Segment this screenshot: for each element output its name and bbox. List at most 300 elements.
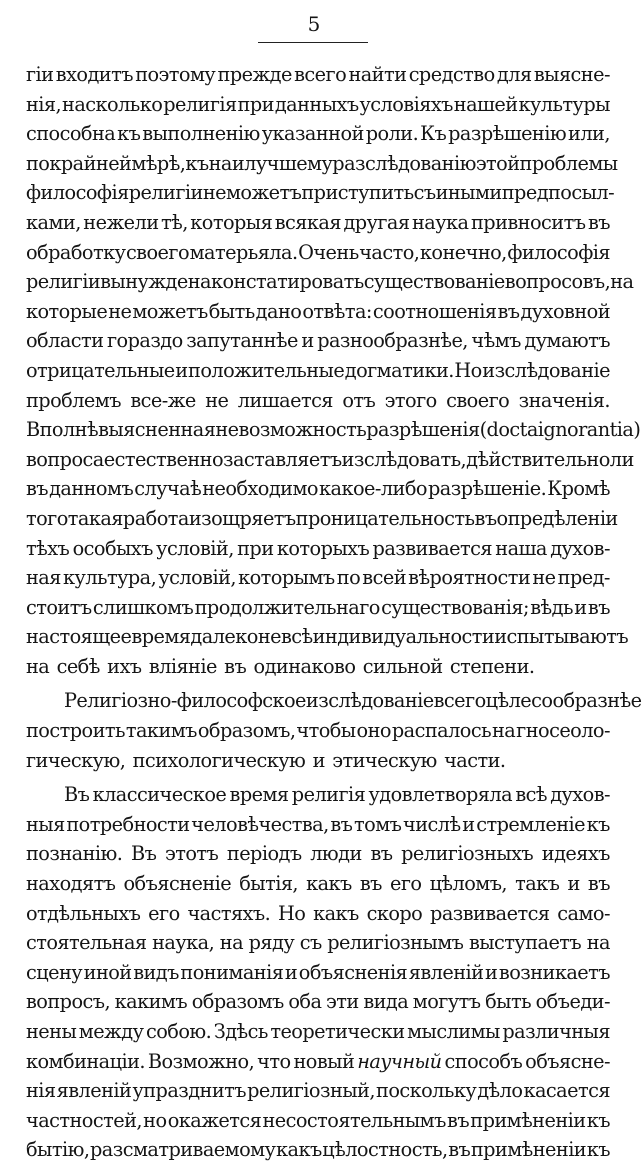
word: выясненная	[98, 418, 216, 442]
word: религіознымъ	[327, 931, 464, 955]
word: вѣдь	[530, 595, 573, 619]
word: объясненія	[298, 960, 408, 984]
word: развивается	[372, 536, 492, 560]
word: всѣ	[280, 625, 313, 649]
word: познанію.	[26, 842, 123, 866]
word: особыхъ	[72, 536, 153, 560]
word: вынуждена	[100, 270, 211, 294]
text-line	[26, 1106, 610, 1136]
word: заставляетъ	[223, 447, 342, 471]
word: числѣ	[403, 812, 461, 836]
word: разслѣдованію	[332, 151, 476, 175]
word: или,	[568, 122, 610, 146]
word: различныя	[502, 1020, 610, 1043]
word: съ	[299, 931, 322, 955]
word: въ	[587, 210, 610, 234]
word: бытія,	[239, 872, 299, 896]
word: частяхъ.	[187, 901, 271, 925]
text-line	[26, 622, 629, 652]
word: цѣлесообразнѣе	[485, 689, 642, 713]
word: съ	[413, 181, 436, 205]
text-line	[26, 149, 618, 179]
word: случаѣ	[134, 477, 202, 501]
word: пред-	[557, 566, 610, 590]
word: этотъ	[164, 842, 219, 866]
text-line	[26, 386, 610, 416]
word: степени.	[449, 654, 535, 678]
word: думаютъ	[524, 329, 610, 353]
word: не	[108, 299, 132, 323]
word: между	[78, 1020, 144, 1043]
word: быть	[485, 990, 532, 1014]
word: Въ	[130, 842, 157, 866]
word: культура,	[63, 566, 157, 590]
word: условій,	[158, 566, 236, 590]
text-line	[26, 504, 618, 534]
text-line	[26, 593, 610, 623]
word: вліяніе	[148, 654, 217, 678]
word: въ	[587, 872, 610, 896]
word: ками,	[26, 210, 81, 234]
word: на	[491, 719, 516, 743]
text-line	[26, 1135, 610, 1165]
word: чѣмъ	[471, 329, 521, 353]
word: данныхъ	[274, 92, 359, 116]
word: мѣрѣ,	[131, 151, 186, 175]
word: нашей	[453, 92, 518, 116]
word: испытываютъ	[494, 625, 629, 649]
word: духовной	[520, 299, 610, 323]
word: области	[26, 329, 104, 353]
word: видъ	[133, 960, 179, 984]
word: въ	[497, 299, 520, 323]
word: найти	[348, 63, 407, 86]
text-line	[26, 238, 610, 268]
word: предпосыл-	[501, 181, 615, 205]
word: не	[532, 566, 556, 590]
word: этой	[475, 151, 520, 175]
word: его	[148, 901, 180, 925]
word: крайней	[49, 151, 132, 175]
word: могутъ	[412, 990, 481, 1014]
word: изслѣдованіе	[305, 689, 434, 713]
word: окажется	[167, 1108, 262, 1132]
word: философія	[507, 240, 610, 264]
word: поскольку	[376, 1079, 477, 1103]
word: отвѣта:	[302, 299, 372, 323]
word: соотношенія	[372, 299, 497, 323]
word: проблемъ	[26, 388, 121, 412]
text-line	[26, 326, 610, 356]
text-line	[26, 1017, 610, 1047]
word: такая	[67, 506, 123, 530]
word: при	[237, 92, 274, 116]
word: удовлетворяла	[368, 783, 513, 807]
word: касается	[523, 1079, 610, 1103]
word: къ	[586, 1108, 610, 1132]
word: на	[610, 270, 634, 294]
word: Къ	[420, 122, 447, 146]
word: томъ	[354, 812, 402, 836]
word: стоитъ	[26, 595, 92, 619]
word: Очень	[298, 240, 359, 264]
word: классическое	[92, 783, 227, 807]
word: выясне-	[533, 63, 610, 86]
word: въ	[26, 477, 49, 501]
word: несостоятельнымъ	[262, 1108, 446, 1132]
word: стремленіе	[476, 812, 586, 836]
text-line	[26, 119, 610, 149]
word: человѣчества,	[191, 812, 329, 836]
text-line	[26, 267, 634, 297]
text-line	[26, 90, 610, 120]
text-line	[26, 869, 610, 899]
word: ныя	[26, 812, 65, 836]
word: одинаково	[253, 654, 356, 678]
page-number: 5	[307, 12, 321, 36]
text-line	[26, 415, 641, 445]
word: этого	[384, 388, 437, 412]
word: частностей,	[26, 1108, 142, 1132]
word: время	[131, 625, 191, 649]
word: Здѣсь	[213, 1020, 268, 1043]
word: ная	[26, 566, 61, 590]
word: для	[496, 63, 532, 86]
word: часто,	[359, 240, 420, 264]
word: иными	[435, 181, 502, 205]
word: въ	[370, 842, 393, 866]
word: данномъ	[49, 477, 134, 501]
text-line	[26, 958, 610, 988]
word: и	[175, 358, 188, 382]
word: вопроса	[26, 447, 104, 471]
word: распалось	[391, 719, 492, 743]
word: отдѣльныхъ	[26, 901, 141, 925]
text-line	[26, 178, 615, 208]
text-line	[26, 810, 610, 840]
word: которыя	[190, 210, 273, 234]
word: и	[485, 960, 498, 984]
word: къ	[185, 151, 209, 175]
text-line	[26, 534, 610, 564]
word: другая	[343, 210, 410, 234]
word: какъ	[313, 901, 359, 925]
word: существованіе	[363, 270, 505, 294]
word: и	[284, 960, 298, 984]
word: части.	[444, 748, 506, 772]
word: Возможно,	[147, 1049, 255, 1073]
word: выполненію	[142, 122, 260, 146]
word: на	[586, 931, 610, 955]
word: на	[26, 654, 50, 678]
word: Но	[454, 358, 482, 382]
word: по	[26, 151, 50, 175]
word: приступить	[301, 181, 414, 205]
word: теоретически	[270, 1020, 405, 1043]
word: не	[205, 388, 229, 412]
word: сцену	[26, 960, 83, 984]
word: и	[567, 872, 580, 896]
word: которые	[26, 299, 108, 323]
word: научный	[357, 1049, 442, 1073]
word: ряду	[248, 931, 295, 955]
word: роли.	[365, 122, 419, 146]
word: и	[301, 329, 314, 353]
word: необходимо	[202, 477, 318, 501]
word: примѣненіи	[470, 1108, 586, 1132]
word: пониманія	[180, 960, 284, 984]
word: гораздо	[106, 329, 183, 353]
word: условіяхъ	[359, 92, 453, 116]
word: въ	[359, 872, 382, 896]
word: слишкомъ	[92, 595, 194, 619]
word: отъ	[342, 388, 376, 412]
word: оба	[288, 990, 322, 1014]
word: которыхъ	[276, 536, 370, 560]
word: оно	[356, 719, 391, 743]
word: и	[462, 812, 475, 836]
word: явленій	[408, 960, 484, 984]
word: такимъ	[125, 719, 197, 743]
word: своего	[125, 240, 190, 264]
word: по	[336, 566, 361, 590]
word: опредѣленіи	[496, 506, 618, 530]
text-line	[26, 1047, 610, 1077]
word: періодъ	[226, 842, 302, 866]
word: тѣхъ	[26, 536, 70, 560]
word: невозможность	[215, 418, 367, 442]
word: не	[202, 181, 226, 205]
word: люди	[310, 842, 362, 866]
word: наилучшему	[208, 151, 333, 175]
word: наука,	[152, 931, 215, 955]
word: всякая	[274, 210, 341, 234]
word: Въ	[64, 783, 90, 807]
word: далеко	[190, 625, 258, 649]
word: объясненіе	[123, 872, 232, 896]
text-line	[26, 928, 610, 958]
word: можетъ	[225, 181, 302, 205]
word: какимъ	[114, 990, 188, 1014]
word: его	[390, 872, 422, 896]
word: какъ	[276, 1138, 322, 1162]
text-line	[26, 780, 610, 810]
word: способна	[26, 122, 116, 146]
word: новый	[293, 1049, 355, 1073]
word: религія	[163, 92, 237, 116]
word: какое-либо	[319, 477, 427, 501]
word: положительные	[188, 358, 345, 382]
word: изощряетъ	[188, 506, 296, 530]
word: ли	[609, 447, 634, 471]
word: гіи	[26, 63, 54, 86]
word: философія	[26, 181, 129, 205]
word: входитъ	[55, 63, 133, 86]
text-line	[26, 899, 610, 929]
word: не	[257, 625, 281, 649]
word: ignorantia)	[537, 418, 641, 442]
word: насколько	[62, 92, 163, 116]
word: вопросовъ,	[504, 270, 611, 294]
word: разрѣшенія	[366, 418, 480, 442]
word: значенія.	[518, 388, 610, 412]
text-line	[26, 652, 610, 682]
word: такъ	[515, 872, 560, 896]
word: изслѣдовать,	[341, 447, 467, 471]
word: продолжительнаго	[194, 595, 380, 619]
word: проблемы	[519, 151, 618, 175]
text-line	[26, 987, 610, 1017]
word: существованія;	[381, 595, 529, 619]
word: отрицательные	[26, 358, 175, 382]
word: само-	[557, 901, 610, 925]
text-line	[26, 356, 610, 386]
word: къ	[586, 1138, 610, 1162]
word: поэтому	[135, 63, 216, 86]
word: время	[229, 783, 289, 807]
word: нежели	[83, 210, 159, 234]
word: скоро	[366, 901, 423, 925]
word: какъ	[306, 872, 352, 896]
word: дано	[255, 299, 302, 323]
word: дѣло	[477, 1079, 523, 1103]
word: религія	[291, 783, 366, 807]
word: религіи	[26, 270, 101, 294]
word: индивидуальности	[312, 625, 495, 649]
word: своего	[446, 388, 510, 412]
word: въ	[447, 1108, 470, 1132]
word: на	[219, 931, 244, 955]
word: всей	[362, 566, 407, 590]
word: къ	[117, 122, 141, 146]
word: чтобы	[296, 719, 356, 743]
word: естественно	[103, 447, 223, 471]
word: при	[237, 536, 274, 560]
word: работа	[122, 506, 189, 530]
word: находятъ	[26, 872, 116, 896]
word: въ	[224, 654, 247, 678]
word: нія	[26, 1079, 56, 1103]
word: что	[257, 1049, 291, 1073]
word: гическую,	[26, 748, 126, 772]
text-line	[26, 208, 610, 238]
word: которымъ	[238, 566, 335, 590]
word: Религіозно-философское	[64, 689, 306, 713]
word: (docta	[479, 418, 538, 442]
word: но	[143, 1108, 167, 1132]
word: примѣненіи	[470, 1138, 587, 1162]
word: наука	[411, 210, 469, 234]
word: разсматриваемому	[90, 1138, 276, 1162]
word: стоятельная	[26, 931, 147, 955]
word: объясне-	[525, 1049, 610, 1073]
word: разнообразнѣе,	[317, 329, 468, 353]
word: изслѣдованіе	[482, 358, 610, 382]
word: того	[26, 506, 68, 530]
word: упразднитъ	[132, 1079, 246, 1103]
word: Кромѣ	[547, 477, 610, 501]
word: духов-	[550, 536, 610, 560]
word: всего	[433, 689, 486, 713]
header-rule	[258, 42, 368, 43]
word: въ	[474, 506, 497, 530]
word: религіозныхъ	[401, 842, 534, 866]
word: привноситъ	[470, 210, 586, 234]
word: объеди-	[535, 990, 610, 1014]
word: констатировать	[210, 270, 364, 294]
word: въ	[448, 1138, 471, 1162]
word: Но	[277, 901, 306, 925]
word: религіозный,	[247, 1079, 375, 1103]
text-line	[26, 474, 610, 504]
word: конечно,	[419, 240, 507, 264]
word: эти	[326, 990, 359, 1014]
word: вида	[363, 990, 409, 1014]
word: лишается	[237, 388, 333, 412]
word: себѣ	[56, 654, 100, 678]
text-line	[26, 716, 610, 746]
word: цѣломъ,	[429, 872, 508, 896]
word: бытію,	[26, 1138, 90, 1162]
word: условій,	[156, 536, 234, 560]
word: построить	[26, 719, 125, 743]
word: быть	[208, 299, 255, 323]
word: сильной	[362, 654, 443, 678]
word: и	[574, 595, 587, 619]
word: прежде	[217, 63, 292, 86]
word: въ	[330, 812, 353, 836]
text-line	[26, 839, 610, 869]
word: можетъ	[132, 299, 208, 323]
text-line	[26, 445, 634, 475]
text-line	[26, 297, 610, 327]
word: ихъ	[107, 654, 142, 678]
word: иной	[83, 960, 132, 984]
word: возникаетъ	[498, 960, 610, 984]
word: средство	[408, 63, 495, 86]
text-line	[26, 746, 610, 776]
body-text	[26, 60, 642, 1165]
word: указанной	[261, 122, 364, 146]
word: нены	[26, 1020, 77, 1043]
word: догматики.	[344, 358, 454, 382]
text-line	[26, 60, 610, 90]
word: разрѣшенію	[448, 122, 567, 146]
word: въ	[587, 595, 610, 619]
word: запутаннѣе	[186, 329, 298, 353]
word: комбинаціи.	[26, 1049, 145, 1073]
text-line	[26, 563, 610, 593]
word: образомъ	[191, 990, 284, 1014]
word: явленій	[56, 1079, 132, 1103]
word: разрѣшеніе.	[428, 477, 547, 501]
text-line	[26, 1076, 610, 1106]
word: нія,	[26, 92, 62, 116]
word: дѣйствительно	[466, 447, 610, 471]
word: цѣлостность,	[322, 1138, 448, 1162]
word: всѣ	[515, 783, 547, 807]
word: тѣ,	[161, 210, 188, 234]
word: проницательность	[295, 506, 475, 530]
word: идеяхъ	[541, 842, 610, 866]
word: вопросъ,	[26, 990, 111, 1014]
word: всего	[294, 63, 347, 86]
word: наша	[495, 536, 547, 560]
word: мыслимы	[407, 1020, 500, 1043]
word: духов-	[550, 783, 610, 807]
word: гносеоло-	[516, 719, 610, 743]
word: потребности	[66, 812, 190, 836]
